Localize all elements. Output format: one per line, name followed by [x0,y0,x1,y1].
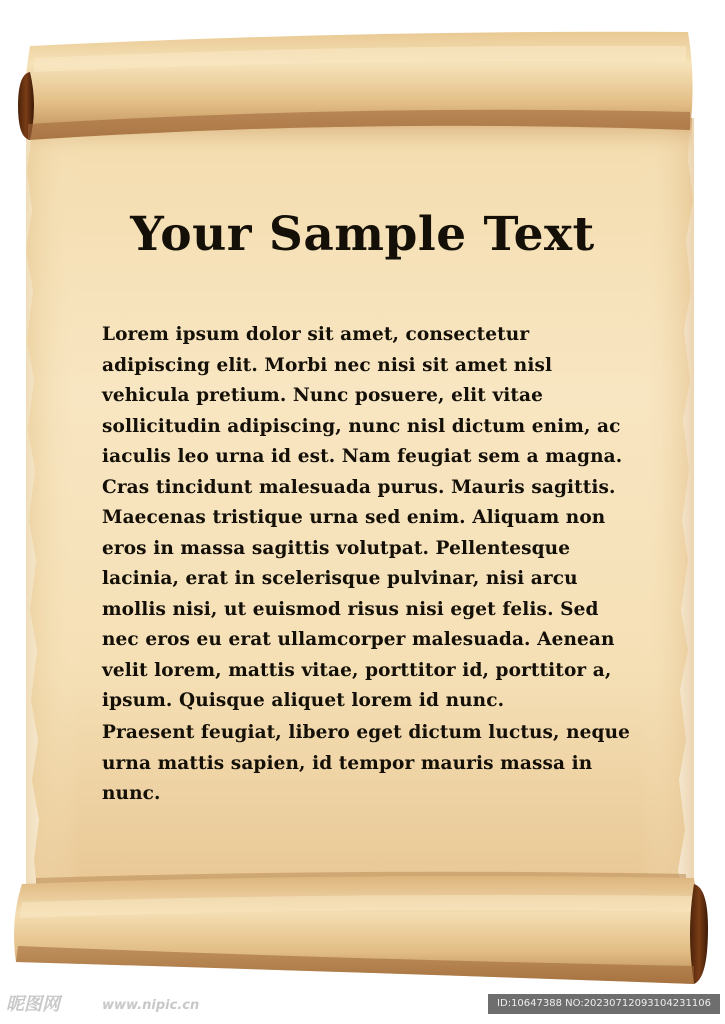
scroll-title: Your Sample Text [130,207,595,262]
watermark-logo: 昵图网 [6,994,60,1015]
scroll-paragraph-1: Lorem ipsum dolor sit amet, consectetur adipiscing elit. Morbi nec nisi sit amet nisl vehicula pretium. Nunc posuere, elit vitae sollicitudin adipiscing, nunc nisl dictum enim, ac iaculis leo urna id est. Nam feugiat sem a magna. Cras tincidunt malesuada purus. Mauris sagittis. Maecenas tristique urna sed enim. Aliquam non eros in massa sagittis volutpat. Pellentesque lacinia, erat in scelerisque pulvinar, nisi arcu mollis nisi, ut euismod risus nisi eget felis. Sed nec eros eu erat ullamcorper malesuada. Aenean velit lorem, mattis vitae, porttitor id, porttitor a, ipsum. Quisque aliquet lorem id nunc. [102,324,623,711]
watermark-id: ID:10647388 NO:20230712093104231106 [488,994,720,1014]
bottom-scroll-roll [14,872,708,984]
top-scroll-roll [18,32,693,140]
watermark-bar [0,994,725,1024]
scroll-paragraph-2: Praesent feugiat, libero eget dictum luctus, neque urna mattis sapien, id tempor mauris massa in nunc. [102,722,630,804]
watermark-url: www.nipic.cn [102,998,200,1013]
